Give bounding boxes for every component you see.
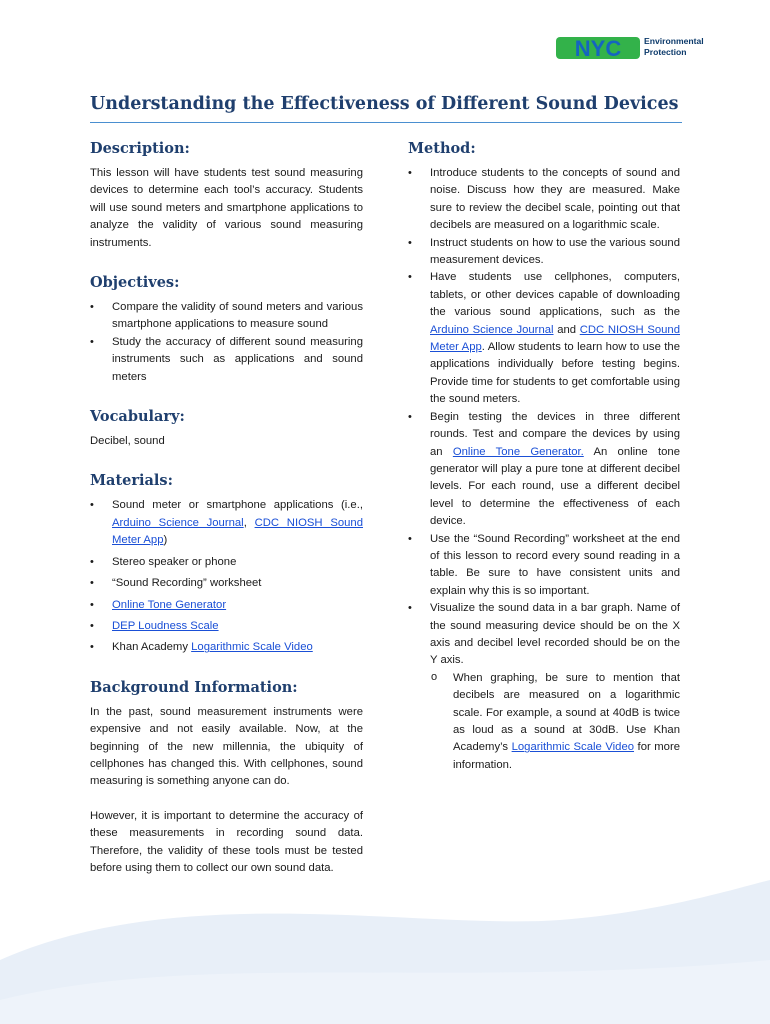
logo-text [644, 36, 704, 58]
material-item: • “Sound Recording” worksheet [90, 575, 363, 592]
background-paragraph-2: However, it is important to determine the accuracy of these measurements in recording sound data. Therefore, the validity of these tools must be tested before using them to collect our own sound data. [90, 809, 363, 874]
background-heading: Background Information: [90, 678, 298, 696]
description-text: This lesson will have students test sound measuring devices to determine each tool’s accuracy. Students will use sound meters and smartphone applications to analyze the validity of various sound measuring instruments. [90, 167, 363, 249]
nyc-dep-logo [556, 30, 726, 64]
material-item: • Khan Academy Logarithmic Scale Video [90, 639, 363, 656]
title-divider [90, 122, 682, 123]
left-column [90, 140, 363, 899]
objective-item: • Study the accuracy of different sound measuring instruments such as applications and sound meters [90, 334, 363, 386]
vocabulary-section [90, 408, 363, 450]
objective-item: • Compare the validity of sound meters and various smartphone applications to measure sound [90, 299, 363, 334]
arduino-science-journal-link[interactable]: Arduino Science Journal [112, 516, 244, 529]
method-step: • Introduce students to the concepts of sound and noise. Discuss how they are measured. Make sure to review the decibel scale, pointing out that decibels are measured on a logarithmic scale. [408, 165, 680, 235]
description-section [90, 140, 363, 252]
online-tone-generator-link[interactable]: Online Tone Generator. [452, 445, 584, 458]
method-sub-list [430, 670, 680, 774]
cdc-niosh-sound-meter-link[interactable]: CDC NIOSH Sound Meter App [112, 516, 363, 547]
method-step: • Instruct students on how to use the various sound measurement devices. [408, 235, 680, 270]
page-title: Understanding the Effectiveness of Different Sound Devices [90, 94, 679, 114]
logarithmic-scale-video-link[interactable]: Logarithmic Scale Video [191, 641, 313, 654]
method-heading: Method: [408, 140, 476, 157]
materials-heading: Materials: [90, 472, 173, 490]
logo-line-2: Protection [644, 47, 687, 57]
description-heading: Description: [90, 140, 190, 157]
method-sub-step: o When graphing, be sure to mention that decibels are measured on a logarithmic scale. For example, a sound at 40dB is twice as loud as a sound at 30dB. Use Khan Academy’s Logarithmic Scale Video for more information. [408, 670, 680, 774]
materials-list [90, 497, 363, 656]
objectives-list [90, 299, 363, 386]
method-list [408, 165, 680, 774]
vocabulary-heading: Vocabulary: [90, 408, 185, 426]
material-item: • Sound meter or smartphone applications (i.e., Arduino Science Journal, CDC NIOSH Sound Meter App) [90, 497, 363, 549]
cdc-niosh-sound-meter-link[interactable]: CDC NIOSH Sound Meter App [430, 323, 680, 354]
material-item [90, 597, 363, 614]
arduino-science-journal-link[interactable]: Arduino Science Journal [430, 323, 554, 336]
objectives-section [90, 274, 363, 386]
method-step: • Begin testing the devices in three different rounds. Test and compare the devices by using an Online Tone Generator. An online tone generator will play a pure tone at different decibel levels. For each round, use a different decibel level to determine the effectiveness of each device. [408, 409, 680, 531]
method-step: • Have students use cellphones, computers, tablets, or other devices capable of downloading the various sound applications, such as the Arduino Science Journal and CDC NIOSH Sound Meter App. Allow students to learn how to use the applications individually before testing begins. Provide time for students to get comfortable using the sound meters. [408, 269, 680, 408]
online-tone-generator-link[interactable]: Online Tone Generator [112, 598, 227, 611]
logarithmic-scale-video-link[interactable]: Logarithmic Scale Video [511, 741, 635, 754]
objectives-heading: Objectives: [90, 274, 180, 292]
method-section [408, 140, 680, 774]
material-item [90, 618, 363, 635]
background-paragraph-1: In the past, sound measurement instruments were expensive and not easily available. Now, at the beginning of the new millennia, the ubiquity of cellphones has changed this. With cellphones, sound measuring is something anyone can do. [90, 705, 363, 788]
nyc-logo-icon [556, 31, 640, 63]
material-item: • Stereo speaker or phone [90, 554, 363, 571]
logo-line-1: Environmental [644, 36, 704, 46]
method-step: • Visualize the sound data in a bar graph. Name of the sound measuring device should be on the X axis and decibel level recorded should be on the Y axis. o When graphing, be sure to mention that decibels are measured on a logarithmic scale. For example, a sound at 40dB is twice as loud as a sound at 30dB. Use Khan Academy’s Logarithmic Scale Video for more information. [408, 600, 680, 774]
materials-section [90, 472, 363, 656]
vocabulary-text: Decibel, sound [90, 435, 165, 448]
background-section [90, 679, 363, 878]
right-column [408, 140, 680, 774]
logo-wordmark: NYC [574, 36, 622, 61]
method-step: • Use the “Sound Recording” worksheet at the end of this lesson to record every sound reading in a table. Be sure to have consistent units and explain why this is so important. [408, 531, 680, 601]
dep-loudness-scale-link[interactable]: DEP Loudness Scale [112, 619, 219, 632]
